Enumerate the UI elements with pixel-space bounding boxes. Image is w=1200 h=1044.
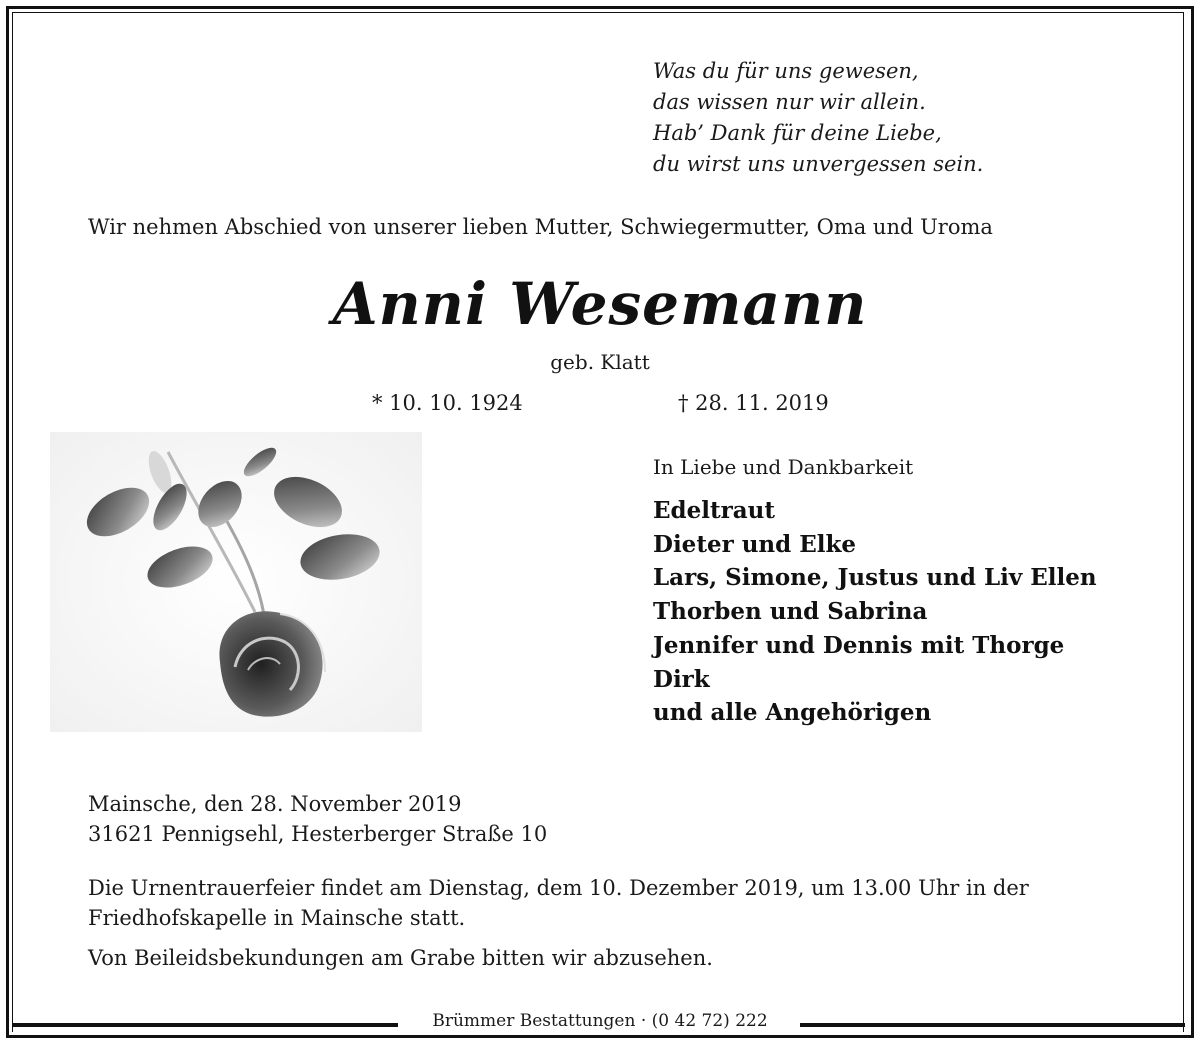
- poem: [653, 56, 983, 180]
- mourner-line: Dirk: [653, 665, 710, 693]
- poem-line: Hab’ Dank für deine Liebe,: [653, 121, 942, 145]
- mourner-line: Jennifer und Dennis mit Thorge: [653, 631, 1065, 659]
- place-date: Mainsche, den 28. November 2019: [88, 792, 462, 816]
- service-line: Die Urnentrauerfeier findet am Dienstag, dem 10. Dezember 2019, um 13.00 Uhr in der: [88, 876, 1029, 900]
- mourner-line: und alle Angehörigen: [653, 699, 932, 727]
- mourner-line: Thorben und Sabrina: [653, 598, 928, 626]
- condolence-note: Von Beileidsbekundungen am Grabe bitten wir abzusehen.: [88, 946, 713, 970]
- mourner-line: Dieter und Elke: [653, 530, 857, 558]
- footer-rule-right: [800, 1023, 1185, 1027]
- service-line: Friedhofskapelle in Mainsche statt.: [88, 906, 466, 930]
- poem-line: Was du für uns gewesen,: [653, 59, 919, 83]
- gratitude-text: In Liebe und Dankbarkeit: [653, 455, 914, 479]
- mourners-list: [653, 494, 1097, 730]
- mourner-line: Lars, Simone, Justus und Liv Ellen: [653, 564, 1097, 592]
- rose-image: [50, 432, 422, 732]
- mourner-line: Edeltraut: [653, 497, 775, 524]
- birth-date: * 10. 10. 1924: [372, 391, 523, 415]
- poem-line: du wirst uns unvergessen sein.: [653, 152, 984, 176]
- service-info: [88, 873, 1029, 933]
- intro-text: Wir nehmen Abschied von unserer lieben Mutter, Schwiegermutter, Oma und Uroma: [88, 215, 993, 239]
- poem-line: das wissen nur wir allein.: [653, 90, 926, 114]
- death-date: † 28. 11. 2019: [678, 391, 829, 415]
- place-and-address: [88, 789, 547, 849]
- footer-funeral-home: Brümmer Bestattungen · (0 42 72) 222: [432, 1011, 768, 1031]
- footer-rule-left: [12, 1023, 398, 1027]
- maiden-name: geb. Klatt: [550, 350, 650, 374]
- deceased-name: Anni Wesemann: [332, 270, 868, 338]
- address: 31621 Pennigsehl, Hesterberger Straße 10: [88, 822, 548, 846]
